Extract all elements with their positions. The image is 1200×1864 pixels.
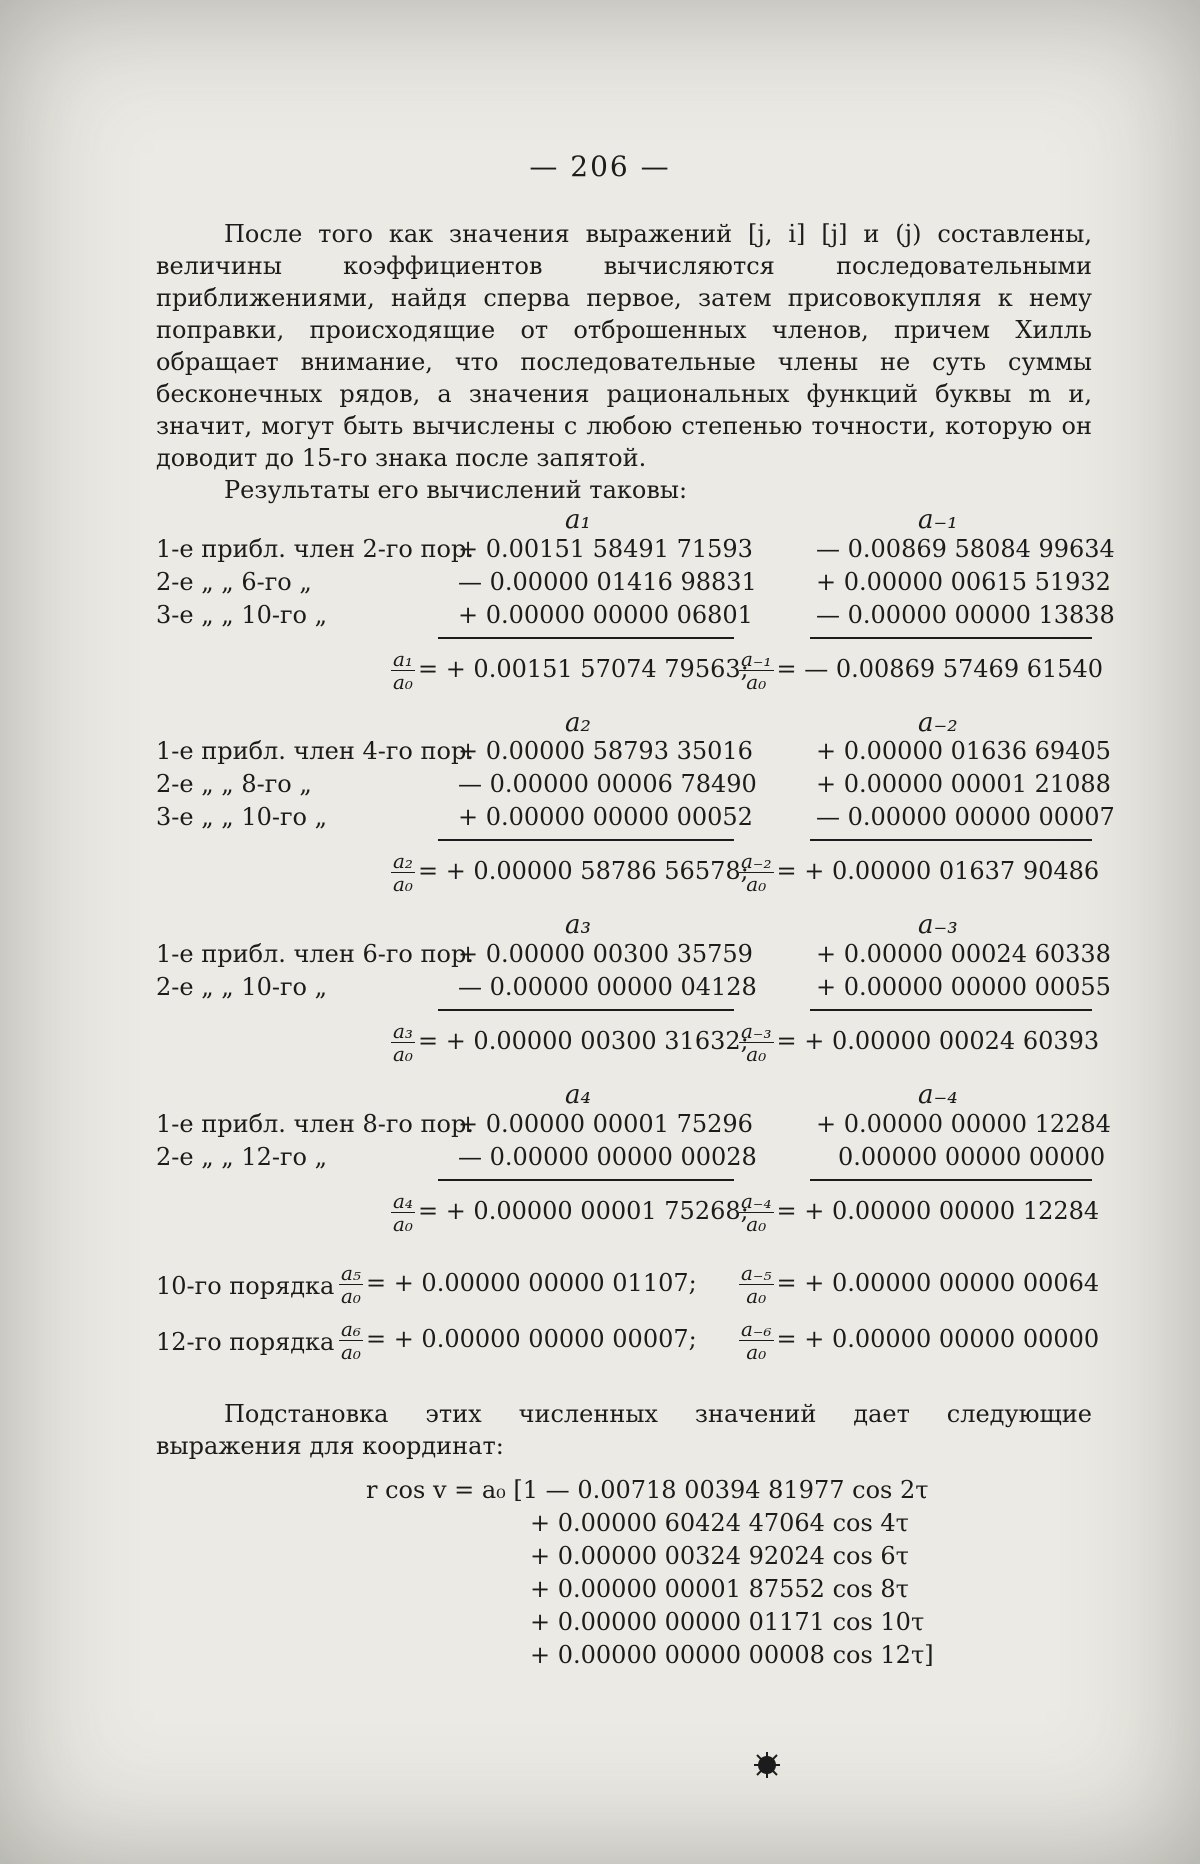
row-label: 1-е прибл. член 4-го пор.	[156, 737, 474, 765]
paragraph-2: Результаты его вычислений таковы:	[224, 476, 688, 504]
order-label: 12-го порядка	[156, 1328, 335, 1356]
ratio-result-a4: $\frac{\text{a₄}}{\text{a₀}}$ = + 0.00000 00001 75268;	[393, 1189, 749, 1236]
value-a: — 0.00000 00000 04128	[458, 973, 757, 1001]
row-label: 2-е „ „ 12-го „	[156, 1143, 328, 1171]
sum-rule	[438, 839, 734, 841]
fraction: $\frac{\text{a₃}}{\text{a₀}}$	[393, 1019, 413, 1066]
row-label: 1-е прибл. член 8-го пор.	[156, 1110, 474, 1138]
row-label: 3-е „ „ 10-го „	[156, 803, 328, 831]
value-b: + 0.00000 00615 51932	[816, 568, 1111, 596]
row-label: 1-е прибл. член 6-го пор.	[156, 940, 474, 968]
ratio-result-a2: $\frac{\text{a₂}}{\text{a₀}}$ = + 0.00000 58786 56578;	[393, 849, 749, 896]
fraction: $\frac{\text{a₋₆}}{\text{a₀}}$	[741, 1317, 772, 1364]
ratio-result-a-3: $\frac{\text{a₋₃}}{\text{a₀}}$ = + 0.00000 00024 60393	[741, 1019, 1100, 1066]
formula-term: + 0.00000 00000 01171 cos 10τ	[530, 1608, 925, 1636]
fraction: $\frac{\text{a₆}}{\text{a₀}}$	[341, 1317, 361, 1364]
paragraph-1: После того как значения выражений [j, i] [j] и (j) составлены, величины коэффициентов вычисляются последовательными приближениями, найдя сперва первое, затем присовокупляя к нему поправки, происходящие от отброшенных членов, причем Хилль обращает внимание, что последовательные члены не суть суммы бесконечных рядов, а значения рациональных функций буквы m и, значит, могут быть вычислены с любою степенью точности, которую он доводит до 15-го знака после запятой.	[156, 220, 1092, 472]
paragraph-3: Подстановка этих численных значений дает следующие выражения для координат:	[156, 1400, 1092, 1460]
ratio-result-a5: $\frac{\text{a₅}}{\text{a₀}}$ = + 0.00000 00000 01107;	[341, 1261, 697, 1308]
value-a: — 0.00000 00006 78490	[458, 770, 757, 798]
column-head-a2: a₂	[565, 708, 591, 738]
value-a: + 0.00000 00001 75296	[458, 1110, 753, 1138]
sum-rule	[438, 1009, 734, 1011]
ratio-result-a6: $\frac{\text{a₆}}{\text{a₀}}$ = + 0.00000 00000 00007;	[341, 1317, 697, 1364]
row-label: 1-е прибл. член 2-го пор.	[156, 535, 474, 563]
intro-text	[156, 218, 1092, 506]
formula-term: + 0.00000 00000 00008 cos 12τ]	[530, 1641, 934, 1669]
sum-rule	[810, 1179, 1092, 1181]
value-b: — 0.00000 00000 00007	[816, 803, 1115, 831]
value-a: + 0.00151 58491 71593	[458, 535, 753, 563]
row-label: 3-е „ „ 10-го „	[156, 601, 328, 629]
value-a: + 0.00000 58793 35016	[458, 737, 753, 765]
fraction: $\frac{\text{a₁}}{\text{a₀}}$	[393, 647, 413, 694]
order-label: 10-го порядка	[156, 1272, 335, 1300]
fraction: $\frac{\text{a₂}}{\text{a₀}}$	[393, 849, 413, 896]
value-b: + 0.00000 01636 69405	[816, 737, 1111, 765]
ratio-result-a-5: $\frac{\text{a₋₅}}{\text{a₀}}$ = + 0.00000 00000 00064	[741, 1261, 1100, 1308]
value-a: — 0.00000 00000 00028	[458, 1143, 757, 1171]
value-a: — 0.00000 01416 98831	[458, 568, 757, 596]
row-label: 2-е „ „ 10-го „	[156, 973, 328, 1001]
value-b: + 0.00000 00001 21088	[816, 770, 1111, 798]
ratio-result-a-6: $\frac{\text{a₋₆}}{\text{a₀}}$ = + 0.00000 00000 00000	[741, 1317, 1100, 1364]
fraction: $\frac{\text{a₋₅}}{\text{a₀}}$	[741, 1261, 772, 1308]
sum-rule	[810, 839, 1092, 841]
fraction: $\frac{\text{a₋₁}}{\text{a₀}}$	[741, 647, 772, 694]
column-head-a1: a₁	[565, 505, 591, 535]
sum-rule	[810, 1009, 1092, 1011]
column-head-a3: a₃	[565, 910, 591, 940]
column-head-a-3: a₋₃	[918, 910, 958, 940]
sum-rule	[438, 1179, 734, 1181]
row-label: 2-е „ „ 6-го „	[156, 568, 312, 596]
fraction: $\frac{\text{a₄}}{\text{a₀}}$	[393, 1189, 413, 1236]
substitution-text	[156, 1398, 1092, 1462]
fraction: $\frac{\text{a₋₂}}{\text{a₀}}$	[741, 849, 772, 896]
fraction: $\frac{\text{a₅}}{\text{a₀}}$	[341, 1261, 361, 1308]
value-a: + 0.00000 00000 06801	[458, 601, 753, 629]
value-b: — 0.00869 58084 99634	[816, 535, 1115, 563]
formula-term: + 0.00000 60424 47064 cos 4τ	[530, 1509, 909, 1537]
value-a: + 0.00000 00000 00052	[458, 803, 753, 831]
ratio-result-a-4: $\frac{\text{a₋₄}}{\text{a₀}}$ = + 0.00000 00000 12284	[741, 1189, 1100, 1236]
ratio-result-a-2: $\frac{\text{a₋₂}}{\text{a₀}}$ = + 0.00000 01637 90486	[741, 849, 1100, 896]
formula-first-line: r cos v = a₀ [1 — 0.00718 00394 81977 cos 2τ	[366, 1476, 929, 1504]
sum-rule	[810, 637, 1092, 639]
fraction: $\frac{\text{a₋₃}}{\text{a₀}}$	[741, 1019, 772, 1066]
column-head-a-4: a₋₄	[918, 1080, 958, 1110]
value-b: + 0.00000 00024 60338	[816, 940, 1111, 968]
page-number: — 206 —	[529, 150, 671, 183]
value-b: — 0.00000 00000 13838	[816, 601, 1115, 629]
ratio-result-a3: $\frac{\text{a₃}}{\text{a₀}}$ = + 0.00000 00300 31632;	[393, 1019, 749, 1066]
ink-blot-ornament	[752, 1750, 782, 1780]
value-b: + 0.00000 00000 12284	[816, 1110, 1111, 1138]
value-b: 0.00000 00000 00000	[838, 1143, 1106, 1171]
column-head-a-1: a₋₁	[918, 505, 958, 535]
ratio-result-a1: $\frac{\text{a₁}}{\text{a₀}}$ = + 0.00151 57074 79563;	[393, 647, 749, 694]
row-label: 2-е „ „ 8-го „	[156, 770, 312, 798]
sum-rule	[438, 637, 734, 639]
column-head-a4: a₄	[565, 1080, 591, 1110]
formula-term: + 0.00000 00001 87552 cos 8τ	[530, 1575, 909, 1603]
fraction: $\frac{\text{a₋₄}}{\text{a₀}}$	[741, 1189, 772, 1236]
value-a: + 0.00000 00300 35759	[458, 940, 753, 968]
formula-term: + 0.00000 00324 92024 cos 6τ	[530, 1542, 909, 1570]
ratio-result-a-1: $\frac{\text{a₋₁}}{\text{a₀}}$ = — 0.00869 57469 61540	[741, 647, 1104, 694]
value-b: + 0.00000 00000 00055	[816, 973, 1111, 1001]
column-head-a-2: a₋₂	[918, 708, 958, 738]
